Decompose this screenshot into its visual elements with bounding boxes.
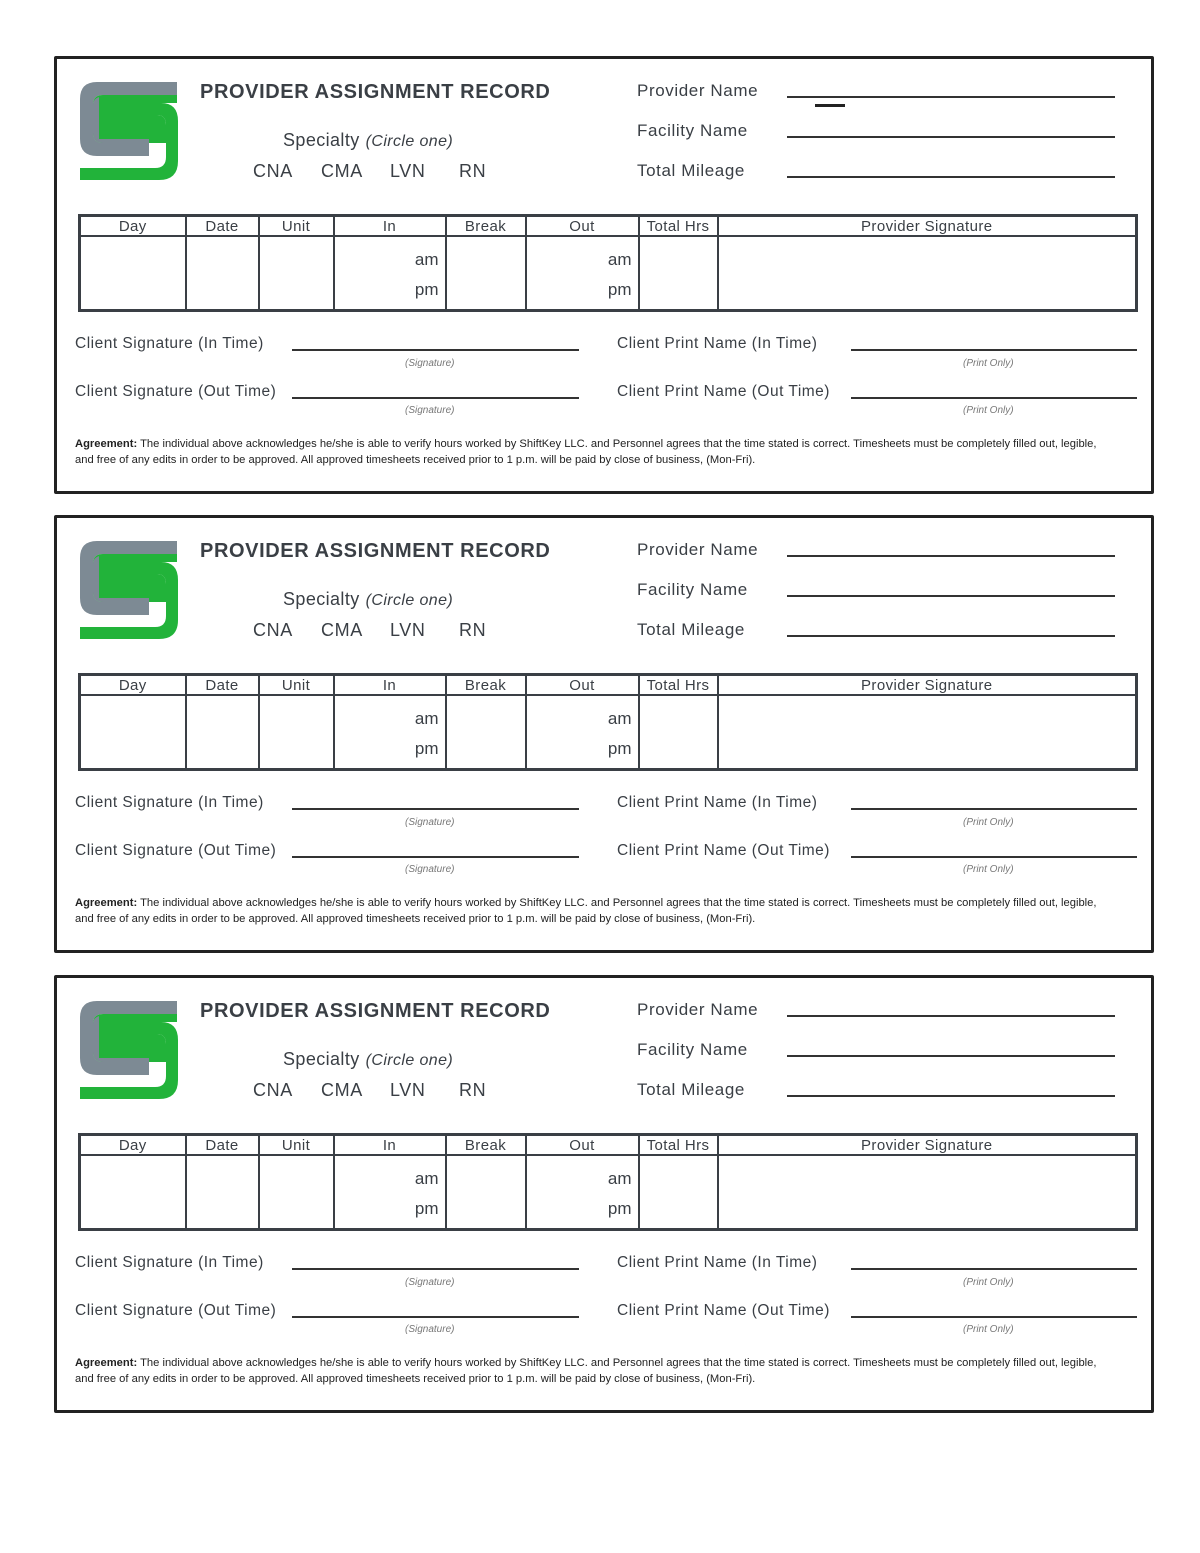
header-unit: Unit: [259, 675, 334, 696]
header-date: Date: [186, 216, 259, 237]
header-total-hrs: Total Hrs: [639, 675, 718, 696]
specialty-option-cna[interactable]: CNA: [253, 161, 293, 181]
header-break: Break: [446, 1135, 526, 1156]
shiftkey-logo-icon: [77, 538, 181, 642]
agreement-text: [75, 1355, 1105, 1387]
specialty-label: Specialty: [283, 1049, 360, 1069]
header-break: Break: [446, 216, 526, 237]
agreement-body: The individual above acknowledges he/she is able to verify hours worked by ShiftKey LLC. and Personnel agrees that the time stated is correct. Timesheets must be completely filled out, legible, and free of any edits in order to be approved. All approved timesheets received prior to 1 p.m. will be paid by close of business, (Mon-Fri).: [75, 438, 1097, 466]
specialty-option-rn[interactable]: RN: [459, 161, 487, 181]
in-pm-label: pm: [414, 280, 439, 299]
provider-name-field[interactable]: [787, 96, 1115, 98]
client-print-in-label: Client Print Name (In Time): [617, 794, 818, 811]
cell-total-hrs[interactable]: [639, 695, 718, 770]
cell-day[interactable]: [80, 1155, 186, 1230]
signature-hint: (Signature): [405, 405, 455, 416]
header-date: Date: [186, 675, 259, 696]
table-header-row: [80, 1135, 1137, 1156]
cell-unit[interactable]: [259, 1155, 334, 1230]
specialty-note: (Circle one): [365, 592, 454, 609]
facility-name-field[interactable]: [787, 1055, 1115, 1057]
header-day: Day: [80, 1135, 186, 1156]
specialty-option-lvn[interactable]: LVN: [390, 620, 426, 640]
cell-break[interactable]: [446, 695, 526, 770]
client-signature-out-label: Client Signature (Out Time): [75, 383, 277, 400]
signature-hint: (Signature): [405, 358, 455, 369]
cell-day[interactable]: [80, 236, 186, 311]
facility-name-field[interactable]: [787, 136, 1115, 138]
print-hint: (Print Only): [963, 864, 1014, 875]
print-hint: (Print Only): [963, 817, 1014, 828]
specialty-option-cna[interactable]: CNA: [253, 1080, 293, 1100]
header-day: Day: [80, 216, 186, 237]
header-out: Out: [526, 1135, 639, 1156]
signature-hint: (Signature): [405, 864, 455, 875]
client-signature-out-label: Client Signature (Out Time): [75, 842, 277, 859]
client-print-out-label: Client Print Name (Out Time): [617, 383, 830, 400]
out-pm-label: pm: [607, 1199, 632, 1218]
agreement-label: Agreement:: [75, 1357, 138, 1369]
in-pm-label: pm: [414, 739, 439, 758]
provider-name-label: Provider Name: [637, 540, 759, 559]
in-am-label: am: [414, 1169, 439, 1188]
client-signature-in-label: Client Signature (In Time): [75, 794, 264, 811]
client-print-in-label: Client Print Name (In Time): [617, 335, 818, 352]
client-print-out-field[interactable]: [851, 397, 1137, 399]
provider-name-label: Provider Name: [637, 1000, 759, 1019]
client-signature-in-field[interactable]: [292, 1268, 579, 1270]
cell-in[interactable]: [334, 1155, 446, 1230]
specialty-option-cma[interactable]: CMA: [321, 1080, 363, 1100]
header-out: Out: [526, 675, 639, 696]
total-mileage-field[interactable]: [787, 176, 1115, 178]
total-mileage-field[interactable]: [787, 1095, 1115, 1097]
total-mileage-label: Total Mileage: [637, 161, 745, 180]
out-am-label: am: [607, 250, 632, 269]
print-hint: (Print Only): [963, 1277, 1014, 1288]
cell-unit[interactable]: [259, 236, 334, 311]
print-hint: (Print Only): [963, 1324, 1014, 1335]
print-hint: (Print Only): [963, 405, 1014, 416]
header-total-hrs: Total Hrs: [639, 216, 718, 237]
out-am-label: am: [607, 709, 632, 728]
header-provider-signature: Provider Signature: [718, 675, 1137, 696]
specialty-label: Specialty: [283, 130, 360, 150]
header-unit: Unit: [259, 1135, 334, 1156]
header-provider-signature: Provider Signature: [718, 1135, 1137, 1156]
total-mileage-label: Total Mileage: [637, 620, 745, 639]
timesheet-table: [78, 1133, 1138, 1231]
assignment-record-card-1: [54, 56, 1154, 494]
table-header-row: [80, 216, 1137, 237]
cell-date[interactable]: [186, 1155, 259, 1230]
agreement-body: The individual above acknowledges he/she is able to verify hours worked by ShiftKey LLC. and Personnel agrees that the time stated is correct. Timesheets must be completely filled out, legible, and free of any edits in order to be approved. All approved timesheets received prior to 1 p.m. will be paid by close of business, (Mon-Fri).: [75, 1357, 1097, 1385]
in-pm-label: pm: [414, 1199, 439, 1218]
specialty-option-cma[interactable]: CMA: [321, 620, 363, 640]
header-total-hrs: Total Hrs: [639, 1135, 718, 1156]
header-in: In: [334, 1135, 446, 1156]
specialty-row: [283, 1049, 453, 1070]
cell-out[interactable]: [526, 1155, 639, 1230]
client-print-out-label: Client Print Name (Out Time): [617, 842, 830, 859]
table-row: [80, 236, 1137, 311]
client-signature-in-label: Client Signature (In Time): [75, 335, 264, 352]
cell-unit[interactable]: [259, 695, 334, 770]
header-date: Date: [186, 1135, 259, 1156]
provider-name-label: Provider Name: [637, 81, 759, 100]
signature-hint: (Signature): [405, 1324, 455, 1335]
specialty-option-rn[interactable]: RN: [459, 620, 487, 640]
client-print-out-field[interactable]: [851, 856, 1137, 858]
timesheet-table: [78, 673, 1138, 771]
cell-in[interactable]: [334, 695, 446, 770]
client-print-in-label: Client Print Name (In Time): [617, 1254, 818, 1271]
shiftkey-logo-icon: [77, 998, 181, 1102]
table-row: [80, 695, 1137, 770]
cell-provider-signature[interactable]: [718, 1155, 1137, 1230]
cell-break[interactable]: [446, 1155, 526, 1230]
table-row: [80, 1155, 1137, 1230]
cell-out[interactable]: [526, 236, 639, 311]
shiftkey-logo-icon: [77, 79, 181, 183]
specialty-note: (Circle one): [365, 1052, 454, 1069]
header-out: Out: [526, 216, 639, 237]
client-signature-out-field[interactable]: [292, 1316, 579, 1318]
client-signature-in-field[interactable]: [292, 808, 579, 810]
client-print-out-field[interactable]: [851, 1316, 1137, 1318]
assignment-record-card-2: [54, 515, 1154, 953]
cell-provider-signature[interactable]: [718, 695, 1137, 770]
table-header-row: [80, 675, 1137, 696]
out-am-label: am: [607, 1169, 632, 1188]
specialty-label: Specialty: [283, 589, 360, 609]
facility-name-label: Facility Name: [637, 1040, 748, 1059]
client-print-in-field[interactable]: [851, 1268, 1137, 1270]
cell-date[interactable]: [186, 236, 259, 311]
form-title: PROVIDER ASSIGNMENT RECORD: [200, 81, 551, 103]
agreement-text: [75, 436, 1105, 468]
header-unit: Unit: [259, 216, 334, 237]
out-pm-label: pm: [607, 280, 632, 299]
client-signature-out-label: Client Signature (Out Time): [75, 1302, 277, 1319]
header-in: In: [334, 675, 446, 696]
print-hint: (Print Only): [963, 358, 1014, 369]
client-print-in-field[interactable]: [851, 808, 1137, 810]
cell-in[interactable]: [334, 236, 446, 311]
cell-date[interactable]: [186, 695, 259, 770]
facility-name-label: Facility Name: [637, 121, 748, 140]
form-title: PROVIDER ASSIGNMENT RECORD: [200, 1000, 551, 1022]
provider-name-field[interactable]: [787, 1015, 1115, 1017]
specialty-option-lvn[interactable]: LVN: [390, 1080, 426, 1100]
facility-name-label: Facility Name: [637, 580, 748, 599]
cell-total-hrs[interactable]: [639, 236, 718, 311]
agreement-text: [75, 895, 1105, 927]
facility-name-field[interactable]: [787, 595, 1115, 597]
total-mileage-label: Total Mileage: [637, 1080, 745, 1099]
specialty-row: [283, 589, 453, 610]
assignment-record-card-3: [54, 975, 1154, 1413]
client-signature-out-field[interactable]: [292, 856, 579, 858]
signature-hint: (Signature): [405, 817, 455, 828]
header-provider-signature: Provider Signature: [718, 216, 1137, 237]
header-break: Break: [446, 675, 526, 696]
agreement-label: Agreement:: [75, 897, 138, 909]
provider-name-field[interactable]: [787, 555, 1115, 557]
cell-day[interactable]: [80, 695, 186, 770]
timesheet-table: [78, 214, 1138, 312]
header-day: Day: [80, 675, 186, 696]
agreement-body: The individual above acknowledges he/she is able to verify hours worked by ShiftKey LLC. and Personnel agrees that the time stated is correct. Timesheets must be completely filled out, legible, and free of any edits in order to be approved. All approved timesheets received prior to 1 p.m. will be paid by close of business, (Mon-Fri).: [75, 897, 1097, 925]
specialty-option-rn[interactable]: RN: [459, 1080, 487, 1100]
agreement-label: Agreement:: [75, 438, 138, 450]
pen-mark: [815, 104, 845, 107]
cell-out[interactable]: [526, 695, 639, 770]
specialty-row: [283, 130, 453, 151]
client-print-in-field[interactable]: [851, 349, 1137, 351]
cell-provider-signature[interactable]: [718, 236, 1137, 311]
header-in: In: [334, 216, 446, 237]
out-pm-label: pm: [607, 739, 632, 758]
specialty-option-cna[interactable]: CNA: [253, 620, 293, 640]
client-signature-in-label: Client Signature (In Time): [75, 1254, 264, 1271]
specialty-note: (Circle one): [365, 133, 454, 150]
signature-hint: (Signature): [405, 1277, 455, 1288]
specialty-option-cma[interactable]: CMA: [321, 161, 363, 181]
in-am-label: am: [414, 250, 439, 269]
cell-total-hrs[interactable]: [639, 1155, 718, 1230]
specialty-option-lvn[interactable]: LVN: [390, 161, 426, 181]
form-title: PROVIDER ASSIGNMENT RECORD: [200, 540, 551, 562]
client-print-out-label: Client Print Name (Out Time): [617, 1302, 830, 1319]
cell-break[interactable]: [446, 236, 526, 311]
in-am-label: am: [414, 709, 439, 728]
total-mileage-field[interactable]: [787, 635, 1115, 637]
client-signature-out-field[interactable]: [292, 397, 579, 399]
client-signature-in-field[interactable]: [292, 349, 579, 351]
